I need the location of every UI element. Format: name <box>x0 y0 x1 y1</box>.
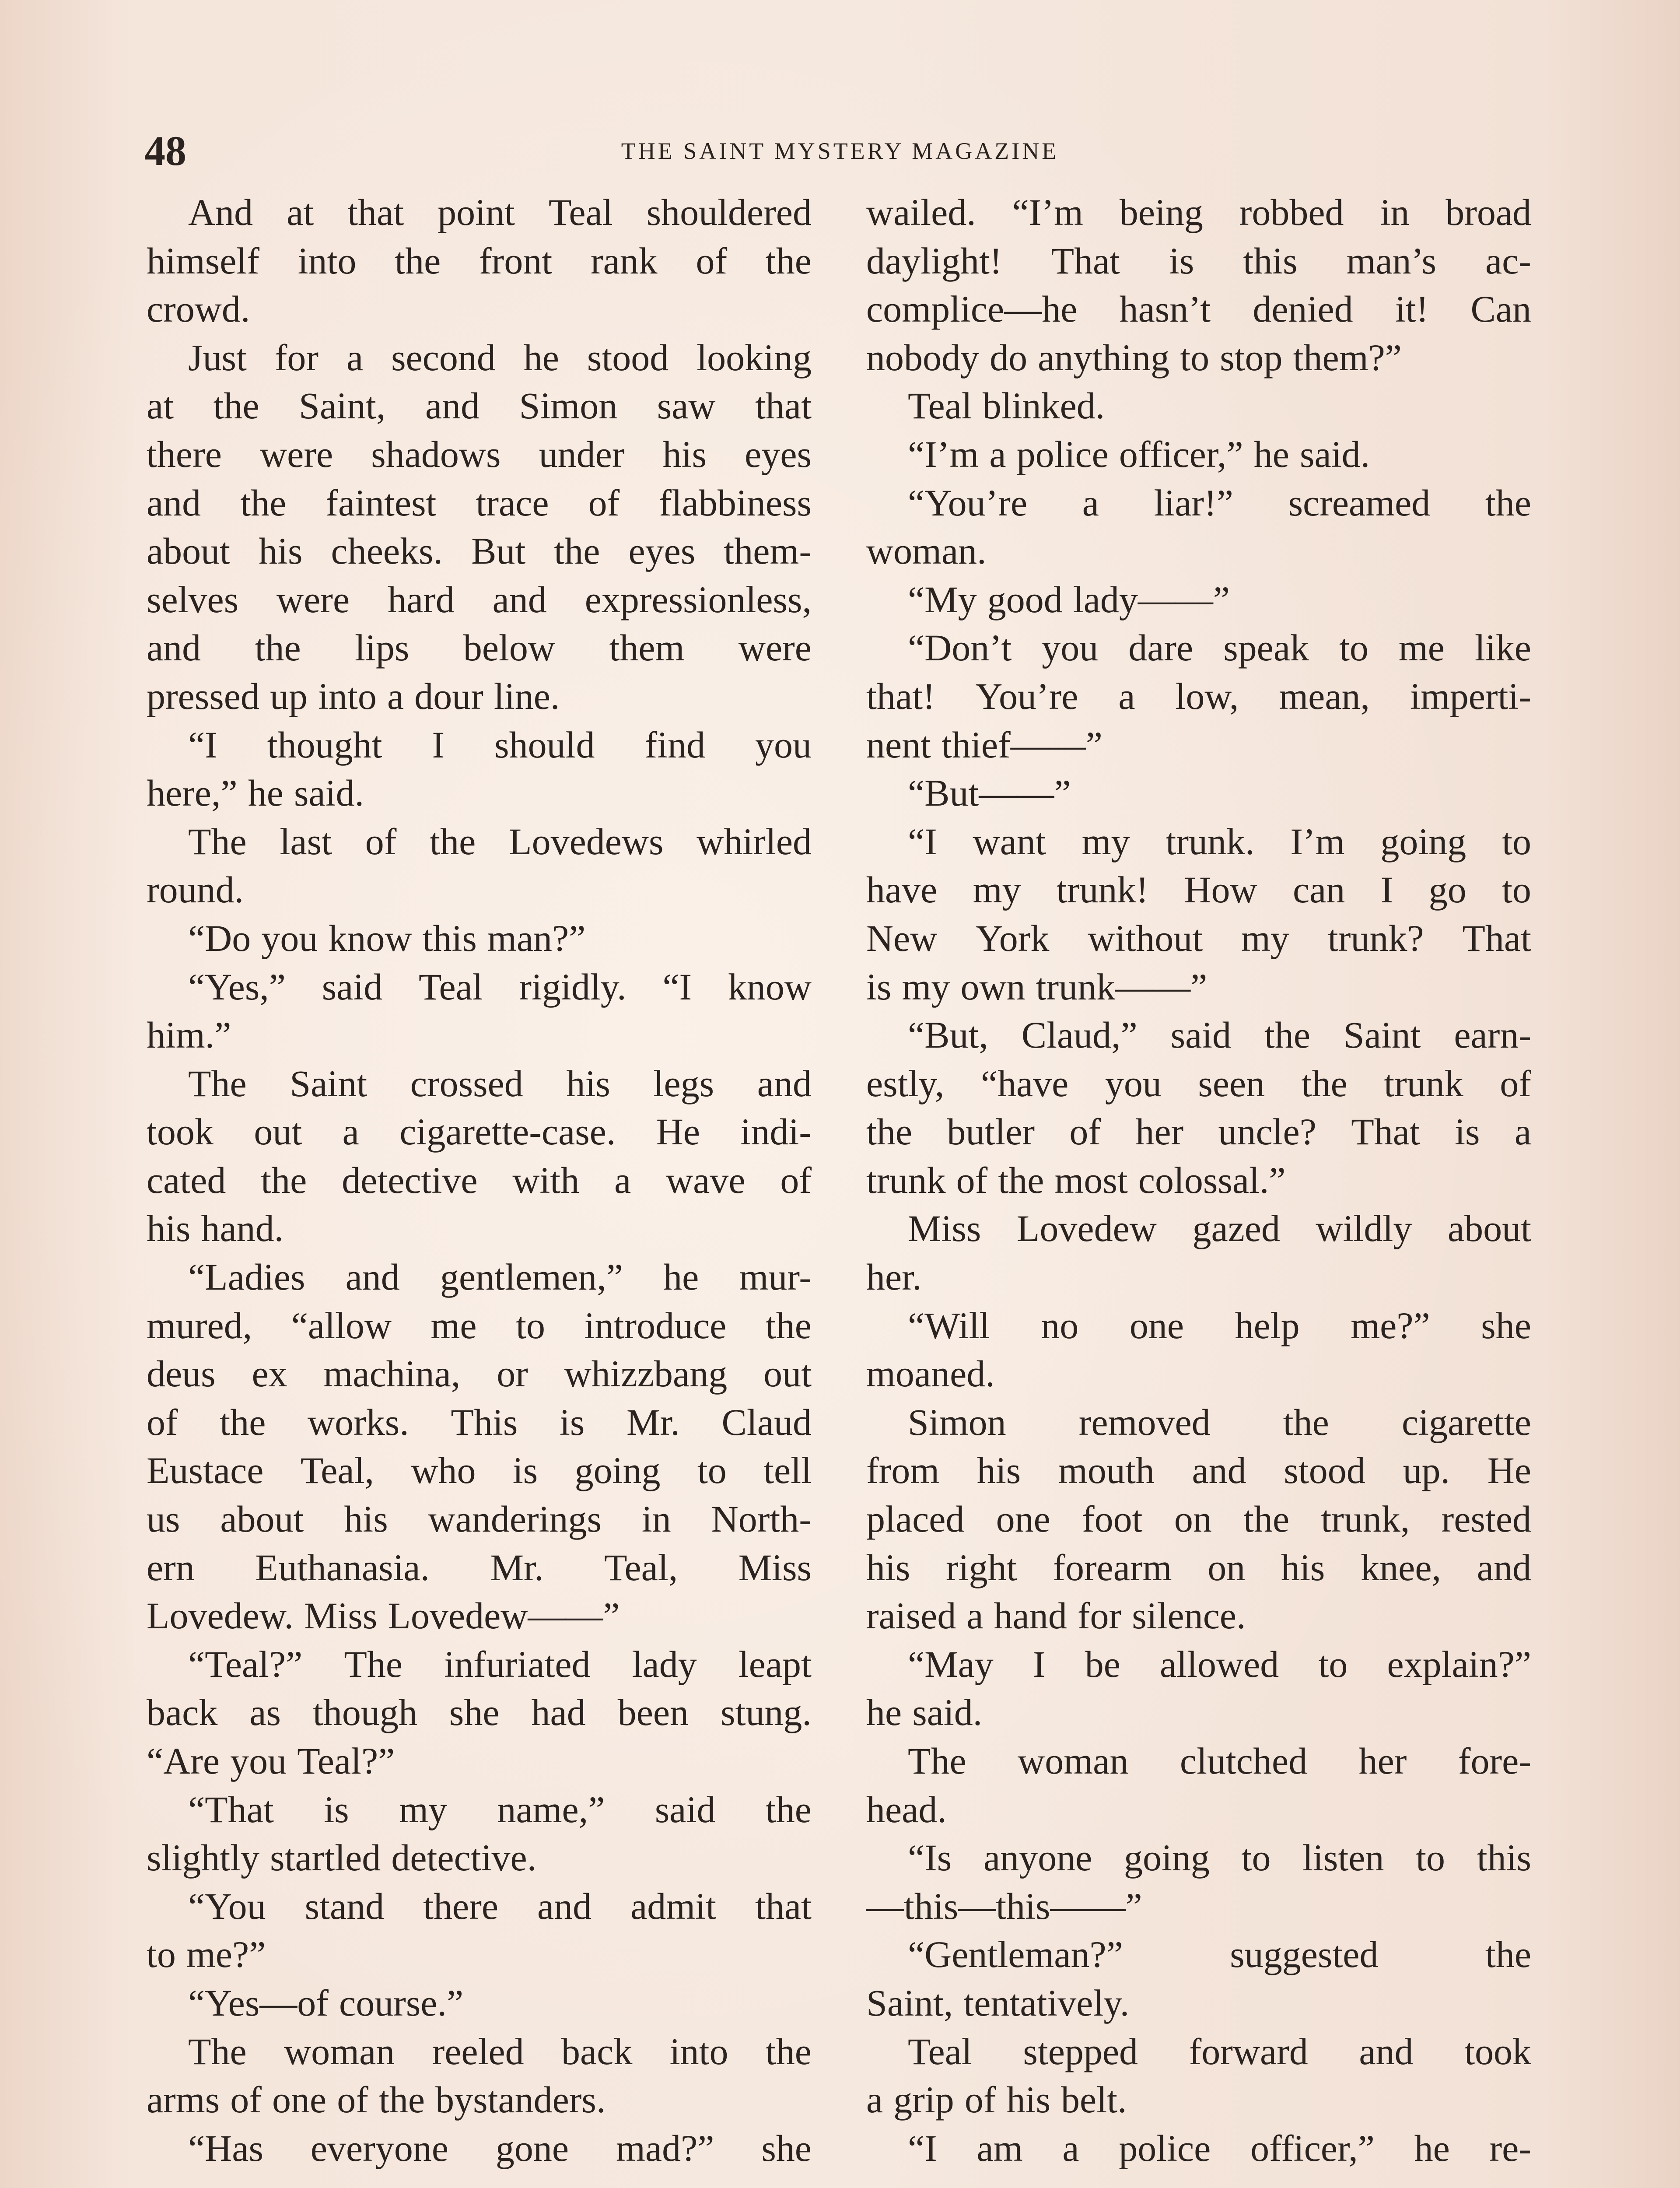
text-line: himself into the front rank of the <box>147 239 812 282</box>
text-line: The last of the Lovedews whirled <box>188 820 812 863</box>
running-head: THE SAINT MYSTERY MAGAZINE <box>621 138 1059 164</box>
text-line: “Gentleman?” suggested the <box>908 1933 1531 1976</box>
page-number: 48 <box>144 127 186 174</box>
text-line: that! You’re a low, mean, imperti- <box>866 675 1531 717</box>
text-line: “But, Claud,” said the Saint earn- <box>908 1014 1531 1056</box>
text-line: “Has everyone gone mad?” she <box>188 2127 812 2169</box>
right-text-column <box>866 188 1531 2172</box>
text-line: head. <box>866 1788 947 1830</box>
text-line: New York without my trunk? That <box>866 917 1531 959</box>
text-line: Lovedew. Miss Lovedew——” <box>147 1595 620 1637</box>
text-line: Teal blinked. <box>908 385 1105 427</box>
text-line: Just for a second he stood looking <box>188 336 812 379</box>
text-line: there were shadows under his eyes <box>147 433 812 475</box>
text-line: her. <box>866 1256 922 1298</box>
text-line: round. <box>147 869 244 911</box>
text-line: “Do you know this man?” <box>188 917 586 959</box>
text-line: deus ex machina, or whizzbang out <box>147 1353 812 1395</box>
text-line: “You’re a liar!” screamed the <box>908 481 1531 524</box>
text-line: have my trunk! How can I go to <box>866 869 1531 911</box>
text-line: Saint, tentatively. <box>866 1981 1130 2024</box>
text-line: “Is anyone going to listen to this <box>908 1837 1531 1879</box>
text-line: moaned. <box>866 1353 995 1395</box>
left-text-column <box>147 188 812 2172</box>
text-line: The Saint crossed his legs and <box>188 1062 812 1105</box>
text-line: the butler of her uncle? That is a <box>866 1111 1531 1153</box>
text-line: nent thief——” <box>866 723 1102 766</box>
text-line: to me?” <box>147 1933 266 1976</box>
text-line: “But——” <box>908 772 1071 814</box>
text-line: and the lips below them were <box>147 627 812 669</box>
text-line: raised a hand for silence. <box>866 1595 1246 1637</box>
text-line: “Yes—of course.” <box>188 1981 464 2024</box>
text-line: “Don’t you dare speak to me like <box>908 627 1531 669</box>
text-line: wailed. “I’m being robbed in broad <box>866 191 1531 233</box>
text-line: and the faintest trace of flabbiness <box>147 481 812 524</box>
text-line: The woman reeled back into the <box>188 2030 812 2072</box>
text-line: his hand. <box>147 1207 284 1250</box>
text-line: “Yes,” said Teal rigidly. “I know <box>188 965 812 1008</box>
text-line: “Are you Teal?” <box>147 1740 395 1782</box>
text-line: woman. <box>866 530 987 572</box>
text-line: here,” he said. <box>147 772 364 814</box>
text-line: daylight! That is this man’s ac- <box>866 239 1531 282</box>
text-line: “May I be allowed to explain?” <box>908 1643 1531 1685</box>
text-line: cated the detective with a wave of <box>147 1159 812 1201</box>
text-line: Teal stepped forward and took <box>908 2030 1531 2072</box>
text-line: he said. <box>866 1691 983 1734</box>
text-line: “I’m a police officer,” he said. <box>908 433 1370 475</box>
text-line: ern Euthanasia. Mr. Teal, Miss <box>147 1546 812 1588</box>
text-line: back as though she had been stung. <box>147 1691 812 1734</box>
text-line: And at that point Teal shouldered <box>188 191 812 233</box>
text-line: “I want my trunk. I’m going to <box>908 820 1531 863</box>
text-line: trunk of the most colossal.” <box>866 1159 1286 1201</box>
text-line: Eustace Teal, who is going to tell <box>147 1449 812 1492</box>
text-line: “I thought I should find you <box>188 723 812 766</box>
text-line: pressed up into a dour line. <box>147 675 560 717</box>
text-line: crowd. <box>147 288 250 330</box>
text-line: “Ladies and gentlemen,” he mur- <box>188 1256 812 1298</box>
text-line: estly, “have you seen the trunk of <box>866 1062 1531 1105</box>
text-line: is my own trunk——” <box>866 965 1208 1008</box>
text-line: “I am a police officer,” he re- <box>908 2127 1531 2169</box>
page-header <box>144 127 1536 175</box>
text-line: nobody do anything to stop them?” <box>866 336 1402 379</box>
text-line: mured, “allow me to introduce the <box>147 1304 812 1346</box>
text-line: “You stand there and admit that <box>188 1885 812 1927</box>
text-line: “My good lady——” <box>908 578 1230 621</box>
text-line: slightly startled detective. <box>147 1837 537 1879</box>
text-line: “Teal?” The infuriated lady leapt <box>188 1643 812 1685</box>
text-line: “Will no one help me?” she <box>908 1304 1531 1346</box>
text-line: us about his wanderings in North- <box>147 1498 812 1540</box>
text-line: placed one foot on the trunk, rested <box>866 1498 1531 1540</box>
text-line: at the Saint, and Simon saw that <box>147 385 812 427</box>
text-line: —this—this——” <box>866 1885 1142 1927</box>
text-line: complice—he hasn’t denied it! Can <box>866 288 1531 330</box>
text-line: his right forearm on his knee, and <box>866 1546 1531 1588</box>
text-line: Simon removed the cigarette <box>908 1401 1531 1443</box>
text-line: The woman clutched her fore- <box>908 1740 1531 1782</box>
text-line: of the works. This is Mr. Claud <box>147 1401 812 1443</box>
text-line: took out a cigarette-case. He indi- <box>147 1111 812 1153</box>
text-line: about his cheeks. But the eyes them- <box>147 530 812 572</box>
text-line: Miss Lovedew gazed wildly about <box>908 1207 1531 1250</box>
text-line: arms of one of the bystanders. <box>147 2079 606 2121</box>
text-line: a grip of his belt. <box>866 2079 1127 2121</box>
text-line: him.” <box>147 1014 231 1056</box>
text-line: from his mouth and stood up. He <box>866 1449 1531 1492</box>
text-line: “That is my name,” said the <box>188 1788 812 1830</box>
text-line: selves were hard and expressionless, <box>147 578 812 621</box>
